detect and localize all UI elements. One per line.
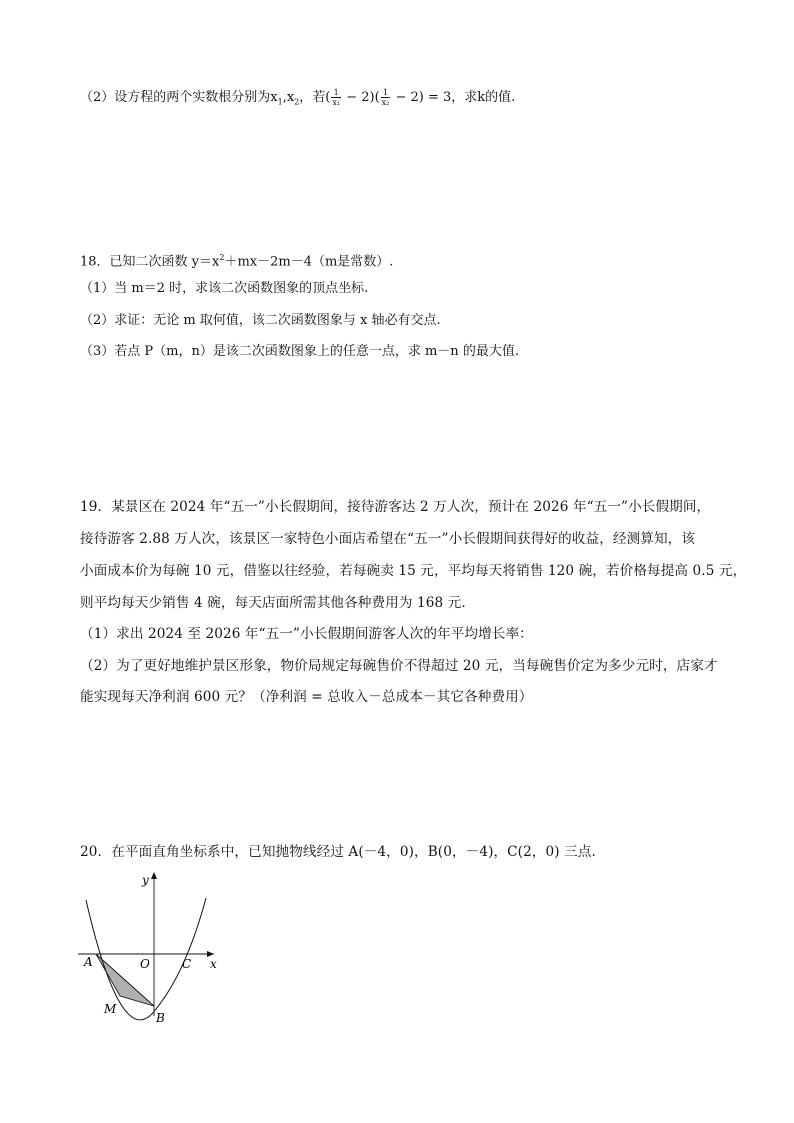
q18-part1: （1）当 m＝2 时，求该二次函数图象的顶点坐标.: [80, 281, 369, 296]
q18-title-a: 18．已知二次函数 y＝x: [80, 254, 220, 270]
q17-mid: − 2)(: [342, 90, 380, 105]
parabola-figure: [74, 868, 224, 1028]
q18-part2: （2）求证：无论 m 取何值，该二次函数图象与 x 轴必有交点.: [80, 313, 441, 328]
q17-part2-prefix: （2）设方程的两个实数根分别为x: [80, 90, 278, 105]
q19-line3: 小面成本价为每碗 10 元，借鉴以往经验，若每碗卖 15 元，平均每天将销售 120 碗，若价格每提高 0.5 元，: [80, 563, 747, 579]
q18-title-sup: 2: [219, 253, 225, 262]
q18-title: [80, 248, 393, 272]
q17-comma: ,x: [282, 90, 295, 105]
q19-part1: （1）求出 2024 至 2026 年“五一”小长假期间游客人次的年平均增长率：: [80, 626, 533, 642]
q18-title-b: ＋mx－2m－4（m是常数）.: [224, 254, 394, 270]
label-b: B: [156, 1011, 165, 1025]
q17-part2: [80, 88, 515, 113]
q19-part2-b: 能实现每天净利润 600 元？（净利润 = 总收入－总成本－其它各种费用）: [80, 689, 533, 705]
fraction-1-over-x1: [331, 88, 341, 107]
fraction-2-numerator: 1: [381, 88, 391, 98]
fraction-1-over-x2: [381, 88, 391, 107]
label-a: A: [84, 955, 93, 969]
q19-line1: 19．某景区在 2024 年“五一”小长假期间，接待游客达 2 万人次，预计在 2026 年“五一”小长假期间，: [80, 499, 711, 515]
q20-title: 20．在平面直角坐标系中，已知抛物线经过 A(－4，0)，B(0，－4)，C(2，0) 三点.: [80, 844, 596, 860]
q19-line2: 接待游客 2.88 万人次，该景区一家特色小面店希望在“五一”小长假期间获得好的收益，经测算知，该: [80, 531, 696, 547]
label-x: x: [210, 957, 217, 971]
label-c: C: [182, 957, 192, 971]
q17-sub2: 2: [294, 97, 300, 107]
fraction-1-denominator: x₁: [332, 98, 341, 107]
y-axis-arrow: [151, 872, 157, 879]
label-y: y: [142, 873, 149, 887]
label-o: O: [140, 957, 150, 971]
fraction-2-denominator: x₂: [381, 98, 390, 107]
q17-sub1: 1: [277, 97, 283, 107]
q19-part2-a: （2）为了更好地维护景区形象，物价局规定每碗售价不得超过 20 元，当每碗售价定为多少元时，店家才: [80, 658, 718, 674]
fraction-1-numerator: 1: [331, 88, 341, 98]
q17-if: ，若(: [299, 90, 331, 105]
label-m: M: [104, 1002, 117, 1016]
q18-part3: （3）若点 P（m，n）是该二次函数图象上的任意一点，求 m－n 的最大值.: [80, 344, 519, 359]
q19-line4: 则平均每天少销售 4 碗，每天店面所需其他各种费用为 168 元.: [80, 595, 466, 611]
q17-suffix: − 2) = 3，求k的值.: [391, 90, 516, 105]
